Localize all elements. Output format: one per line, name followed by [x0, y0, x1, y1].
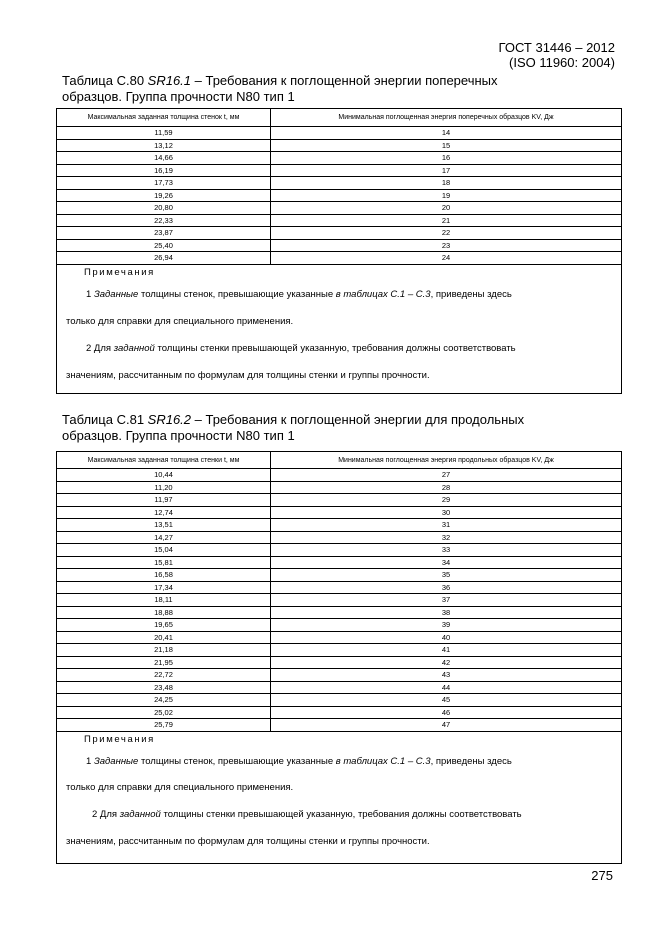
table-row — [57, 719, 621, 732]
table1 — [56, 108, 622, 394]
energy-cell: 46 — [441, 707, 451, 717]
table-row — [57, 707, 621, 720]
energy-cell: 31 — [441, 520, 451, 529]
table2-col2-header: Минимальная поглощенная энергия продольных образцов KV, Дж — [338, 456, 554, 464]
energy-cell: 36 — [441, 582, 451, 592]
thickness-cell: 16,19 — [57, 165, 271, 177]
thickness-cell: 13,12 — [57, 140, 271, 152]
table-row — [57, 202, 621, 215]
energy-cell: 44 — [441, 682, 451, 692]
table2-col1-header: Максимальная заданная толщина стенки t, мм — [57, 452, 271, 468]
thickness-cell: 14,27 — [57, 532, 271, 544]
thickness-cell: 22,33 — [57, 215, 271, 227]
table-row — [57, 507, 621, 520]
energy-cell: 18 — [441, 178, 451, 187]
energy-cell: 43 — [441, 670, 451, 679]
table-row — [57, 482, 621, 495]
energy-cell: 23 — [441, 240, 451, 250]
energy-cell: 30 — [441, 507, 451, 517]
energy-cell: 35 — [441, 570, 451, 579]
note-2-cont: значениям, рассчитанным по формулам для толщины стенки и группы прочности. — [66, 369, 430, 381]
thickness-cell: 25,40 — [57, 240, 271, 252]
note-1-cont: только для справки для специального применения. — [66, 781, 294, 793]
table-row — [57, 177, 621, 190]
table-row — [57, 215, 621, 228]
table-row — [57, 152, 621, 165]
energy-cell: 32 — [441, 532, 451, 542]
thickness-cell: 15,04 — [57, 544, 271, 556]
thickness-cell: 21,18 — [57, 644, 271, 656]
table2 — [56, 451, 622, 864]
table1-header — [57, 109, 621, 127]
table1-notes — [57, 267, 621, 393]
table-row — [57, 619, 621, 632]
energy-cell: 28 — [441, 482, 451, 492]
table-row — [57, 240, 621, 253]
note-2: 2 Для заданной толщины стенки превышающей указанную, требования должны соответствовать — [92, 808, 522, 820]
table-row — [57, 469, 621, 482]
energy-cell: 16 — [441, 153, 451, 162]
table-row — [57, 582, 621, 595]
energy-cell: 40 — [441, 632, 451, 642]
notes-title: Примечания — [84, 266, 155, 278]
thickness-cell: 12,74 — [57, 507, 271, 519]
energy-cell: 33 — [441, 545, 451, 554]
thickness-cell: 15,81 — [57, 557, 271, 569]
energy-cell: 45 — [441, 695, 451, 704]
note-2: 2 Для заданной толщины стенки превышающей указанную, требования должны соответствовать — [86, 342, 516, 354]
table1-col1-header: Максимальная заданная толщина стенок t, мм — [57, 109, 271, 126]
table-row — [57, 519, 621, 532]
thickness-cell: 18,88 — [57, 607, 271, 619]
table-row — [57, 682, 621, 695]
table-row — [57, 657, 621, 670]
standard-number: ГОСТ 31446 – 2012 — [498, 40, 615, 55]
thickness-cell: 16,58 — [57, 569, 271, 581]
thickness-cell: 14,66 — [57, 152, 271, 164]
energy-cell: 20 — [441, 203, 451, 212]
table-row — [57, 227, 621, 240]
table1-caption: Таблица С.80 SR16.1 – Требования к поглощенной энергии поперечных образцов. Группа прочности N80 тип 1 — [62, 73, 498, 104]
thickness-cell: 23,48 — [57, 682, 271, 694]
energy-cell: 15 — [441, 140, 451, 150]
thickness-cell: 17,34 — [57, 582, 271, 594]
table-row — [57, 190, 621, 203]
table-row — [57, 569, 621, 582]
note-1: 1 Заданные толщины стенок, превышающие указанные в таблицах С.1 – С.3, приведены здесь — [86, 288, 512, 300]
table-row — [57, 165, 621, 178]
table-row — [57, 532, 621, 545]
thickness-cell: 19,65 — [57, 619, 271, 631]
note-1: 1 Заданные толщины стенок, превышающие указанные в таблицах С.1 – С.3, приведены здесь — [86, 755, 512, 767]
thickness-cell: 20,41 — [57, 632, 271, 644]
energy-cell: 14 — [441, 128, 451, 137]
thickness-cell: 18,11 — [57, 594, 271, 606]
document-header — [499, 40, 615, 70]
thickness-cell: 11,59 — [57, 127, 271, 139]
iso-number: (ISO 11960: 2004) — [509, 55, 615, 70]
thickness-cell: 11,20 — [57, 482, 271, 494]
thickness-cell: 22,72 — [57, 669, 271, 681]
table-row — [57, 644, 621, 657]
note-2-cont: значениям, рассчитанным по формулам для толщины стенки и группы прочности. — [66, 835, 430, 847]
thickness-cell: 26,94 — [57, 252, 271, 264]
energy-cell: 37 — [441, 595, 451, 604]
table-row — [57, 694, 621, 707]
thickness-cell: 10,44 — [57, 469, 271, 481]
page-number: 275 — [591, 868, 613, 883]
table-row — [57, 669, 621, 682]
energy-cell: 39 — [441, 620, 451, 629]
thickness-cell: 21,95 — [57, 657, 271, 669]
table-row — [57, 544, 621, 557]
energy-cell: 47 — [441, 720, 451, 729]
energy-cell: 34 — [441, 557, 451, 567]
table1-col2-header: Минимальная поглощенная энергия поперечных образцов KV, Дж — [338, 114, 554, 121]
table-row — [57, 140, 621, 153]
table2-header — [57, 452, 621, 469]
energy-cell: 29 — [441, 495, 451, 504]
energy-cell: 19 — [441, 190, 451, 200]
table1-body — [57, 127, 621, 265]
thickness-cell: 23,87 — [57, 227, 271, 239]
table-row — [57, 557, 621, 570]
energy-cell: 22 — [441, 228, 451, 237]
energy-cell: 21 — [441, 215, 451, 225]
note-1-cont: только для справки для специального применения. — [66, 315, 294, 327]
table2-notes — [57, 734, 621, 863]
energy-cell: 42 — [441, 657, 451, 667]
table-row — [57, 632, 621, 645]
thickness-cell: 17,73 — [57, 177, 271, 189]
energy-cell: 27 — [441, 470, 451, 479]
thickness-cell: 19,26 — [57, 190, 271, 202]
table-row — [57, 607, 621, 620]
table2-caption: Таблица С.81 SR16.2 – Требования к поглощенной энергии для продольных образцов. Группа прочности N80 тип 1 — [62, 412, 525, 443]
thickness-cell: 25,79 — [57, 719, 271, 731]
thickness-cell: 24,25 — [57, 694, 271, 706]
thickness-cell: 13,51 — [57, 519, 271, 531]
energy-cell: 17 — [441, 165, 451, 175]
table-row — [57, 594, 621, 607]
thickness-cell: 25,02 — [57, 707, 271, 719]
energy-cell: 24 — [441, 253, 451, 262]
table-row — [57, 127, 621, 140]
notes-title: Примечания — [84, 733, 155, 745]
energy-cell: 41 — [441, 645, 451, 654]
thickness-cell: 20,80 — [57, 202, 271, 214]
energy-cell: 38 — [441, 607, 451, 617]
table-row — [57, 252, 621, 265]
table-row — [57, 494, 621, 507]
thickness-cell: 11,97 — [57, 494, 271, 506]
table2-body — [57, 469, 621, 732]
